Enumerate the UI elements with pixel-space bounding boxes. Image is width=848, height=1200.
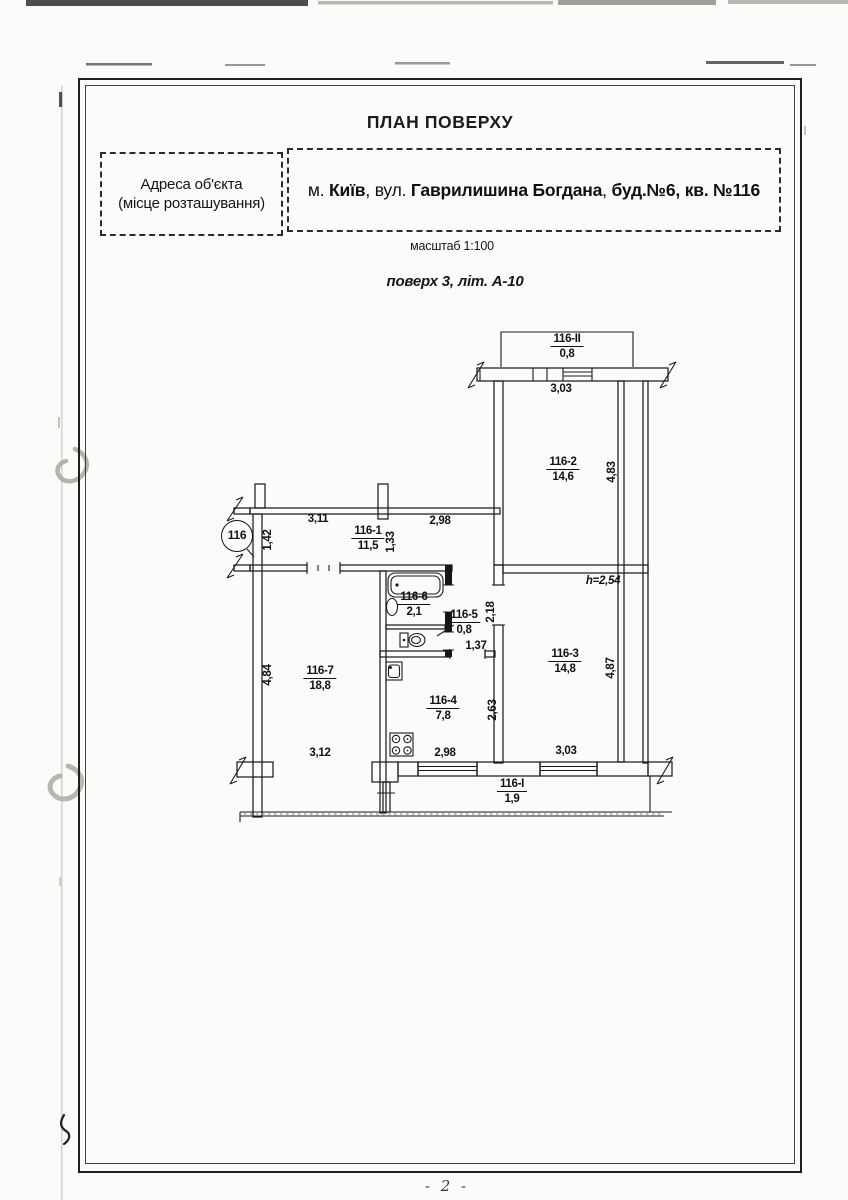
dimension-label: 1,33 xyxy=(385,531,397,553)
apartment-number-badge: 116 xyxy=(221,520,253,552)
dimension-label: 4,84 xyxy=(262,664,274,686)
address-value-part: , вул. xyxy=(365,179,411,200)
dimension-label: 2,18 xyxy=(485,601,497,623)
room-label-116-2: 116-2 14,6 xyxy=(546,456,579,484)
room-label-116-7: 116-7 18,8 xyxy=(303,665,336,693)
room-label-116-II: 116-II 0,8 xyxy=(551,333,584,361)
floor-note: поверх 3, літ. А-10 xyxy=(386,273,524,290)
dimension-label: 2,98 xyxy=(429,515,451,527)
address-value-part: Гаврилишина Богдана xyxy=(410,179,603,200)
scale-note: масштаб 1:100 xyxy=(410,239,494,253)
dimension-label: 2,98 xyxy=(434,747,456,759)
dimension-label: h=2,54 xyxy=(585,575,621,587)
room-label-116-5: 116-5 0,8 xyxy=(447,609,480,637)
address-value-part: м. xyxy=(307,179,330,200)
page-number: - 2 - xyxy=(424,1177,470,1195)
dimension-label: 3,03 xyxy=(550,383,572,395)
dimension-label: 3,03 xyxy=(555,745,577,757)
address-value-part: буд.№6, кв. №116 xyxy=(611,179,761,200)
dimension-label: 3,12 xyxy=(309,747,331,759)
dimension-label: 4,87 xyxy=(605,657,617,679)
room-label-116-4: 116-4 7,8 xyxy=(426,695,459,723)
address-label-line1: Адреса об'єкта xyxy=(140,175,243,193)
room-label-116-6: 116-6 2,1 xyxy=(397,591,430,619)
address-label-line2: (місце розташування) xyxy=(118,195,265,212)
dimension-label: 3,11 xyxy=(307,513,329,525)
dimension-label: 1,37 xyxy=(465,640,487,652)
dimension-label: 1,42 xyxy=(262,529,274,551)
room-label-116-3: 116-3 14,8 xyxy=(548,648,581,676)
page-title: ПЛАН ПОВЕРХУ xyxy=(366,112,514,132)
room-label-116-1: 116-1 11,5 xyxy=(351,525,384,553)
room-label-116-I: 116-I 1,9 xyxy=(497,778,527,806)
dimension-label: 4,83 xyxy=(606,461,618,483)
dimension-label: 2,63 xyxy=(487,699,499,721)
address-value-part: , xyxy=(602,179,612,200)
address-value-part: Київ xyxy=(329,179,366,200)
